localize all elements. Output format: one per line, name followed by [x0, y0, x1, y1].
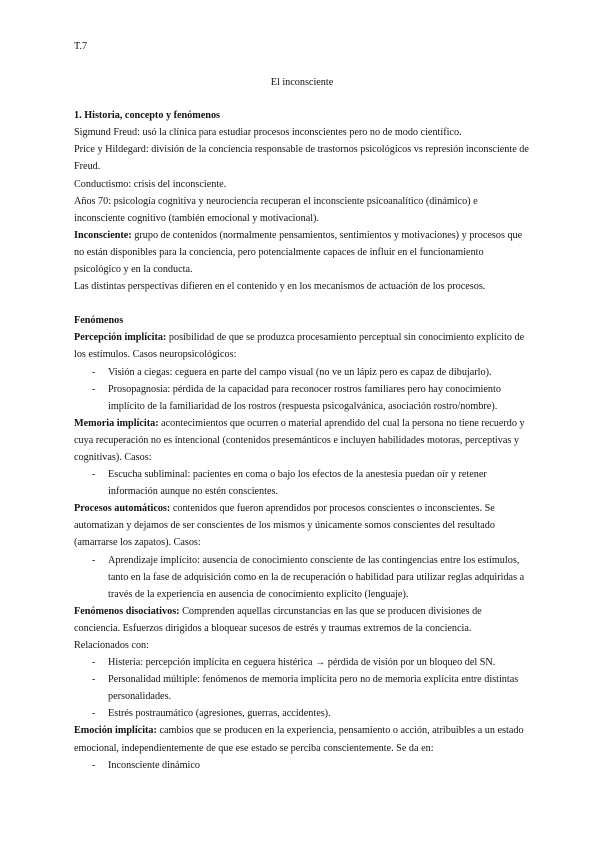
- paragraph-price: Price y Hildegard: división de la conciencia responsable de trastornos psicológicos vs represión inconsciente de Freud.: [74, 144, 529, 173]
- fenomenos-heading: Fenómenos: [74, 315, 124, 327]
- paragraph-freud: Sigmund Freud: usó la clínica para estudiar procesos inconscientes pero no de modo científico.: [74, 127, 462, 139]
- document-code: T.7: [74, 41, 88, 52]
- emocion-list: [74, 757, 530, 774]
- document-title: El inconsciente: [270, 77, 334, 89]
- percepcion-list: [74, 364, 530, 415]
- term: Emoción implícita:: [74, 725, 157, 737]
- section-heading: 1. Historia, concepto y fenómenos: [74, 110, 221, 122]
- definition-term: Inconsciente:: [74, 229, 132, 241]
- paragraph-perspectivas: Las distintas perspectivas difieren en el contenido y en los mecanismos de actuación de los procesos.: [74, 281, 486, 293]
- term: Fenómenos disociativos:: [74, 605, 180, 617]
- memoria-implicita: Memoria implícita: acontecimientos que ocurren o material aprendido del cual la persona no tiene recuerdo y cuya recuperación no es intencional (contenidos presemánticos e incluyen habilidades motoras, perceptivas y cognitivas). Casos:: [74, 417, 525, 463]
- procesos-list: [74, 552, 530, 603]
- paragraph-anos-70: Años 70: psicología cognitiva y neurociencia recuperan el inconsciente psicoanalítico (dinámico) e inconsciente cognitivo (también emocional y motivacional).: [74, 195, 478, 224]
- list-item: - Aprendizaje implícito: ausencia de conocimiento consciente de las contingencias entre los estímulos, tanto en la fase de adquisición como en la de recuperación o habilidad para utilizar reglas adquiridas a través de la experiencia en ausencia de conocimiento explícito (lenguaje).: [92, 552, 530, 603]
- term: Procesos automáticos:: [74, 503, 171, 515]
- list-item: - Inconsciente dinámico: [92, 757, 530, 774]
- list-item: - Personalidad múltiple: fenómenos de memoria implícita pero no de memoria explícita entre distintas personalidades.: [92, 671, 530, 705]
- list-item: - Prosopagnosia: pérdida de la capacidad para reconocer rostros familiares pero hay conocimiento implícito de la familiaridad de los rostros (respuesta psicogalvánica, asociación rostro/nombre).: [92, 381, 530, 415]
- term: Memoria implícita:: [74, 417, 159, 429]
- emocion-implicita: Emoción implícita: cambios que se producen en la experiencia, pensamiento o acción, atribuibles a un estado emocional, independientemente de que ese estado se perciba conscientemente. Se da en:: [74, 725, 524, 754]
- list-item: - Escucha subliminal: pacientes en coma o bajo los efectos de la anestesia puedan oír y retener información aunque no estén conscientes.: [92, 466, 530, 500]
- list-item: - Histeria: percepción implícita en ceguera histérica → pérdida de visión por un bloqueo del SN.: [92, 654, 530, 671]
- term: Percepción implícita:: [74, 332, 167, 344]
- memoria-list: [74, 466, 530, 500]
- list-item: - Visión a ciegas: ceguera en parte del campo visual (no ve un lápiz pero es capaz de dibujarlo).: [92, 364, 530, 381]
- paragraph-conductismo: Conductismo: crisis del inconsciente.: [74, 178, 227, 190]
- relacionados-label: Relacionados con:: [74, 640, 149, 651]
- procesos-automaticos: Procesos automáticos: contenidos que fueron aprendidos por procesos conscientes o inconscientes. Se automatizan y dejamos de ser conscientes de los mismos y únicamente somos conscientes del resultado (amarrarse los zapatos). Casos:: [74, 503, 495, 549]
- percepcion-implicita: Percepción implícita: posibilidad de que se produzca procesamiento perceptual sin conocimiento explícito de los estímulos. Casos neuropsicológicos:: [74, 332, 525, 361]
- list-item: - Estrés postraumático (agresiones, guerras, accidentes).: [92, 705, 530, 722]
- definition-inconsciente: Inconsciente: grupo de contenidos (normalmente pensamientos, sentimientos y motivaciones) y procesos que no están disponibles para la conciencia, pero potencialmente capaces de influir en el funcionamiento psicológico y en la conducta.: [74, 229, 523, 276]
- fenomenos-disociativos: Fenómenos disociativos: Comprenden aquellas circunstancias en las que se producen divisiones de conciencia. Esfuerzos dirigidos a bloquear sucesos de estrés y traumas extremos de la conciencia.: [74, 605, 482, 634]
- disociativos-list: [74, 654, 530, 722]
